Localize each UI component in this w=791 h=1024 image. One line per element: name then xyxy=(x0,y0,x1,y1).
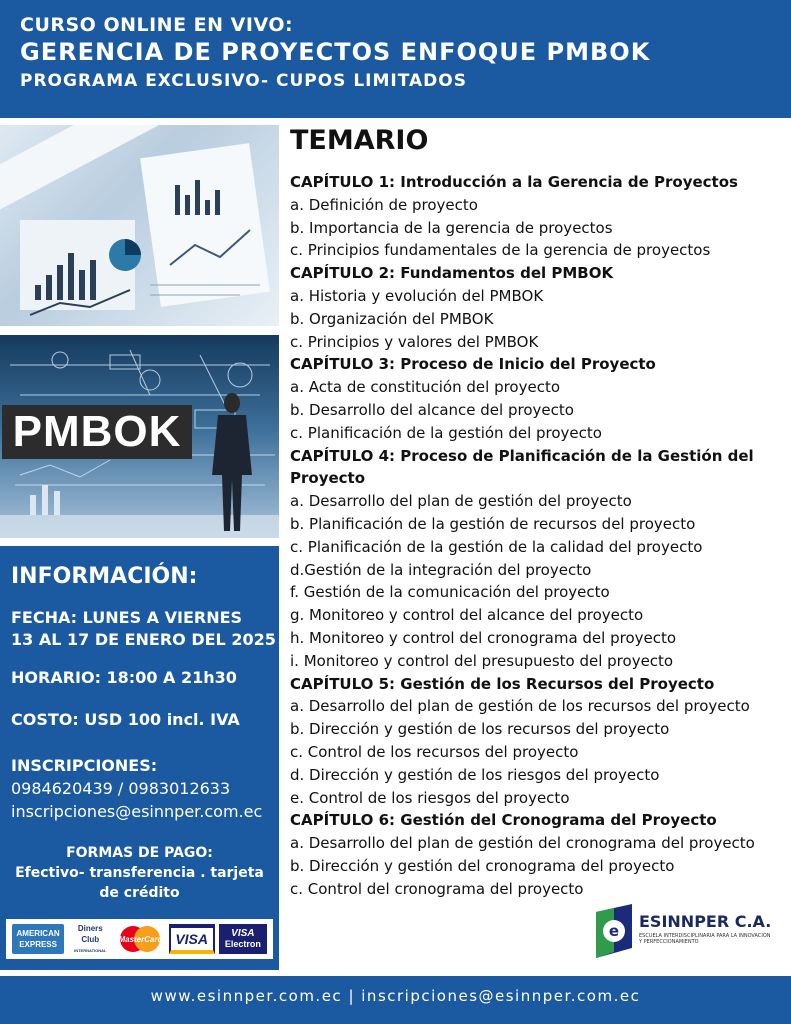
amex-logo: AMERICAN EXPRESS xyxy=(12,924,64,954)
registration-title: INSCRIPCIONES: xyxy=(11,756,158,775)
list-item: a. Desarrollo del plan de gestión del proyecto xyxy=(290,492,632,511)
list-item: a. Acta de constitución del proyecto xyxy=(290,378,561,397)
brand-tagline: ESCUELA INTERDISCIPLINARIA PARA LA INNOVACIÓN Y PERFECCIONAMIENTO xyxy=(639,933,771,945)
list-item: g. Monitoreo y control del alcance del proyecto xyxy=(290,606,644,625)
header-line-3: PROGRAMA EXCLUSIVO- CUPOS LIMITADOS xyxy=(20,71,467,91)
cost: COSTO: USD 100 incl. IVA xyxy=(11,710,240,729)
visa-logo: VISA xyxy=(169,924,215,954)
list-item: c. Control del cronograma del proyecto xyxy=(290,879,584,898)
brand-name: ESINNPER C.A. xyxy=(639,912,772,931)
list-item: b. Organización del PMBOK xyxy=(290,309,494,328)
footer-contact[interactable]: www.esinnper.com.ec | inscripciones@esinnper.com.ec xyxy=(0,976,791,1024)
chapter-1-title: CAPÍTULO 1: Introducción a la Gerencia de Proyectos xyxy=(290,173,738,191)
list-item: c. Control de los recursos del proyecto xyxy=(290,742,579,761)
info-title: INFORMACIÓN: xyxy=(11,564,198,589)
course-title: GERENCIA DE PROYECTOS ENFOQUE PMBOK xyxy=(20,38,651,66)
list-item: c. Principios fundamentales de la gerencia de proyectos xyxy=(290,241,711,260)
list-item: b. Planificación de la gestión de recursos del proyecto xyxy=(290,514,696,533)
svg-text:e: e xyxy=(608,922,620,940)
card-logos xyxy=(6,919,273,959)
list-item: b. Desarrollo del alcance del proyecto xyxy=(290,400,574,419)
list-item: h. Monitoreo y control del cronograma del proyecto xyxy=(290,628,677,647)
chapter-4-title-cont: Proyecto xyxy=(290,469,366,488)
chapter-4-title: CAPÍTULO 4: Proceso de Planificación de la Gestión del xyxy=(290,446,754,465)
mastercard-logo: MasterCard xyxy=(116,924,164,954)
list-item: a. Desarrollo del plan de gestión del cronograma del proyecto xyxy=(290,834,755,853)
list-item: b. Dirección y gestión del cronograma del proyecto xyxy=(290,856,675,875)
list-item: d. Dirección y gestión de los riesgos del proyecto xyxy=(290,765,660,784)
chapter-3-title: CAPÍTULO 3: Proceso de Inicio del Proyecto xyxy=(290,355,656,374)
diners-logo: Diners Club INTERNATIONAL xyxy=(68,924,112,954)
chapter-6-title: CAPÍTULO 6: Gestión del Cronograma del Proyecto xyxy=(290,811,717,830)
list-item: b. Importancia de la gerencia de proyectos xyxy=(290,218,613,237)
esinnper-logo xyxy=(592,904,772,960)
payment-line-3: de crédito xyxy=(99,885,180,901)
payment-line-2: Efectivo- transferencia . tarjeta xyxy=(15,865,264,881)
list-item: c. Principios y valores del PMBOK xyxy=(290,332,539,351)
list-item: a. Definición de proyecto xyxy=(290,195,478,214)
list-item: a. Desarrollo del plan de gestión de los recursos del proyecto xyxy=(290,697,750,716)
phone-numbers[interactable]: 0984620439 / 0983012633 xyxy=(11,779,231,798)
header-banner xyxy=(0,0,791,118)
registration-email[interactable]: inscripciones@esinnper.com.ec xyxy=(11,802,263,821)
visa-electron-logo: VISA Electron xyxy=(219,924,267,954)
list-item: e. Control de los riesgos del proyecto xyxy=(290,788,570,807)
planning-photo xyxy=(0,125,279,326)
list-item: i. Monitoreo y control del presupuesto del proyecto xyxy=(290,651,674,670)
chapter-5-title: CAPÍTULO 5: Gestión de los Recursos del Proyecto xyxy=(290,674,715,693)
pmbok-label: PMBOK xyxy=(2,405,192,459)
list-item: b. Dirección y gestión de los recursos del proyecto xyxy=(290,720,670,739)
planning-illustration xyxy=(0,125,279,326)
list-item: c. Planificación de la gestión del proyecto xyxy=(290,423,602,442)
list-item: f. Gestión de la comunicación del proyecto xyxy=(290,583,610,602)
chapter-2-title: CAPÍTULO 2: Fundamentos del PMBOK xyxy=(290,264,614,283)
syllabus-title: TEMARIO xyxy=(290,125,429,156)
header-line-1: CURSO ONLINE EN VIVO: xyxy=(20,14,294,36)
list-item: c. Planificación de la gestión de la calidad del proyecto xyxy=(290,537,703,556)
list-item: d.Gestión de la integración del proyecto xyxy=(290,560,592,579)
date-line-2: 13 AL 17 DE ENERO DEL 2025 xyxy=(11,630,276,649)
schedule: HORARIO: 18:00 A 21h30 xyxy=(11,668,237,687)
payment-title: FORMAS DE PAGO: xyxy=(66,845,213,861)
syllabus xyxy=(290,124,785,901)
payment-methods xyxy=(0,843,279,903)
date-line-1: FECHA: LUNES A VIERNES xyxy=(11,608,243,627)
list-item: a. Historia y evolución del PMBOK xyxy=(290,286,544,305)
info-panel xyxy=(0,546,279,970)
esinnper-emblem-icon xyxy=(592,904,636,958)
